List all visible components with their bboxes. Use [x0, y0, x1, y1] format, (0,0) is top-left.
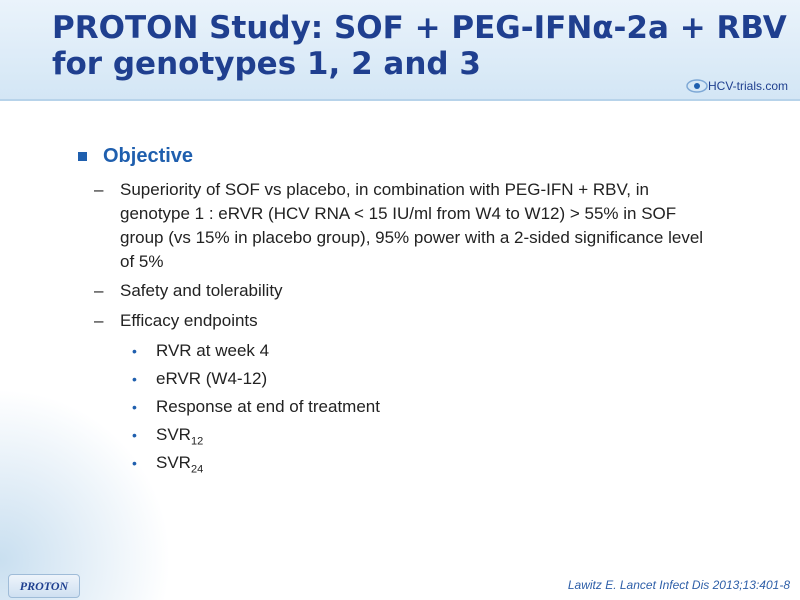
dash-bullet-icon: – [94, 180, 104, 199]
dash-bullet-icon: – [94, 311, 104, 330]
svr24-sub: 24 [190, 463, 204, 476]
endpoint-item-3: Response at end of treatment [156, 397, 380, 416]
dot-bullet-icon: • [132, 455, 137, 471]
hcv-trials-logo-icon [686, 78, 708, 94]
dash-bullet-icon: – [94, 281, 104, 300]
proton-tab: PROTON [8, 574, 80, 598]
title-line-1: PROTON Study: SOF + PEG-IFNα-2a + RBV [52, 10, 787, 46]
dot-bullet-icon: • [132, 343, 137, 359]
objective-heading-row [78, 145, 193, 168]
endpoint-item-4 [156, 423, 203, 453]
square-bullet-icon [78, 152, 87, 161]
svr24-base: SVR [156, 453, 191, 472]
svr12-base: SVR [156, 425, 191, 444]
slide-title [52, 10, 787, 82]
title-line-2: for genotypes 1, 2 and 3 [52, 46, 481, 82]
objective-item-3: Efficacy endpoints [120, 311, 258, 330]
title-divider [0, 99, 800, 101]
endpoint-item-2: eRVR (W4-12) [156, 369, 268, 388]
svr12-sub: 12 [190, 435, 204, 448]
endpoint-item-1: RVR at week 4 [156, 341, 270, 360]
objective-heading: Objective [103, 145, 194, 167]
objective-item-1: Superiority of SOF vs placebo, in combination with PEG-IFN + RBV, in genotype 1 : eRVR (HCV RNA < 15 IU/ml from W4 to W12) > 55% in SOF group (vs 15% in placebo group), 95% power with a 2-sided significance level of 5% [120, 180, 704, 271]
endpoint-item-5 [156, 451, 203, 481]
hcv-trials-logo [686, 78, 788, 94]
logo-text: HCV-trials.com [708, 79, 789, 93]
dot-bullet-icon: • [132, 371, 137, 387]
reference-citation: Lawitz E. Lancet Infect Dis 2013;13:401-8 [567, 578, 790, 592]
dot-bullet-icon: • [132, 427, 137, 443]
objective-item-2: Safety and tolerability [120, 281, 283, 300]
dot-bullet-icon: • [132, 399, 137, 415]
